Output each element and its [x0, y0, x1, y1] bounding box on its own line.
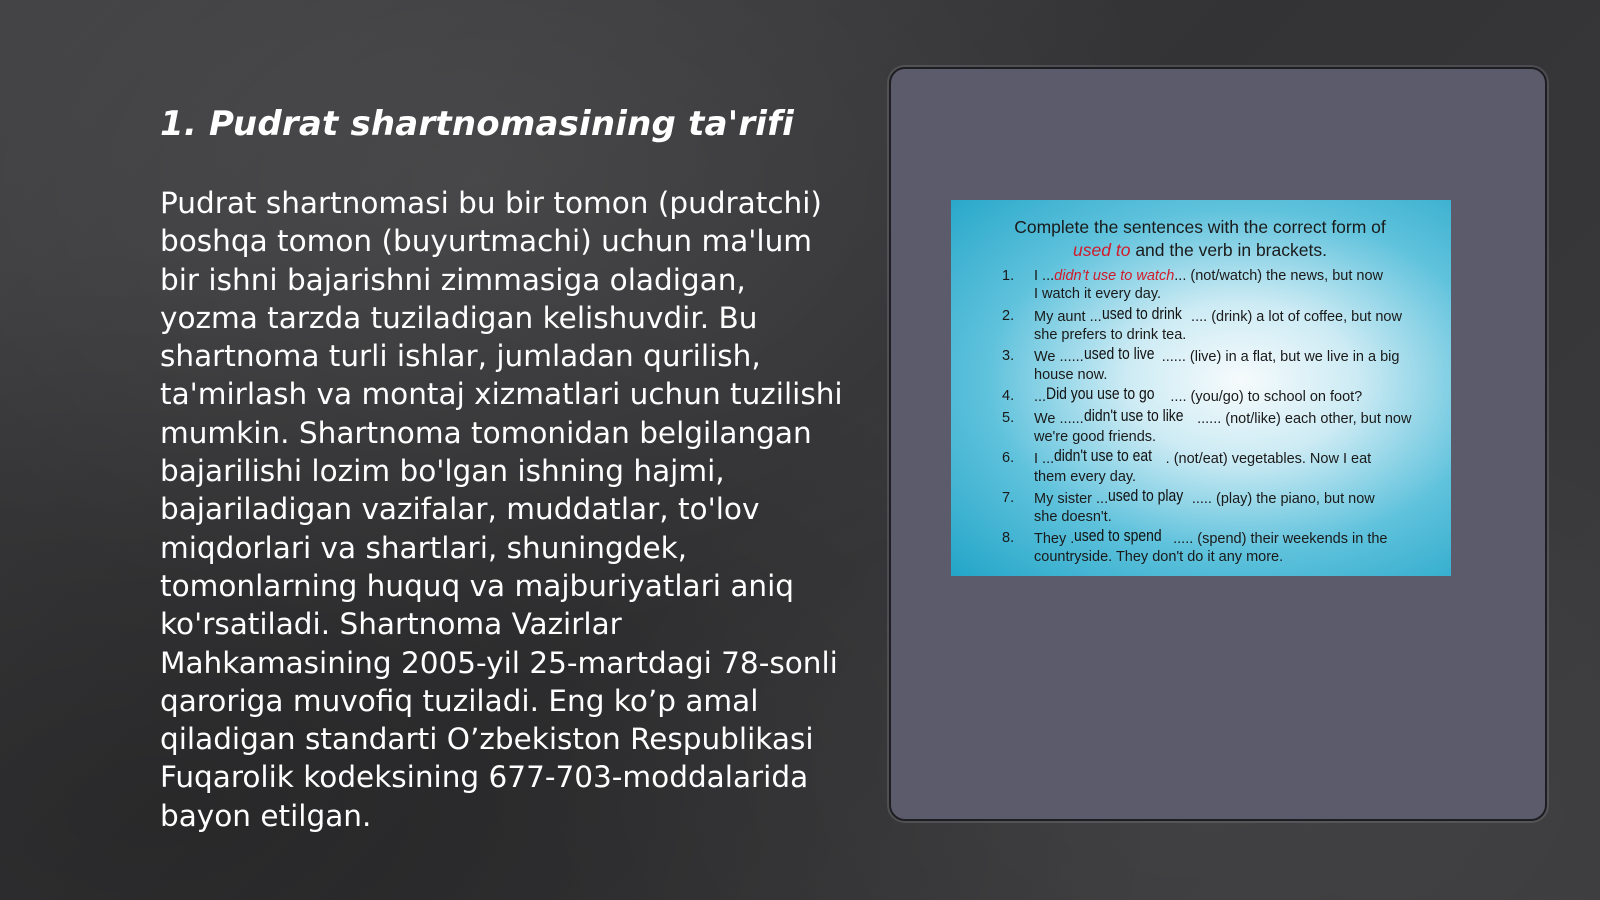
item-after: ...... (live) in a flat, but we live in a big — [1161, 349, 1400, 365]
worksheet-item-5 — [971, 409, 1429, 445]
item-line2: house now. — [1034, 367, 1108, 383]
item-line2: she prefers to drink tea. — [1034, 327, 1187, 343]
item-number: 6. — [1002, 450, 1015, 466]
worksheet-instruction — [971, 216, 1429, 262]
item-before: My sister ... — [1034, 491, 1109, 507]
item-line2: countryside. They don't do it any more. — [1034, 549, 1284, 565]
worksheet-item-7 — [971, 489, 1429, 525]
item-before: ... — [1034, 389, 1047, 405]
item-after: ..... (play) the piano, but now — [1191, 491, 1375, 507]
instruction-used-to: used to — [1073, 240, 1131, 260]
item-before: I ... — [1034, 268, 1055, 284]
item-number: 4. — [1002, 388, 1015, 404]
item-line2: she doesn't. — [1034, 509, 1112, 525]
item-before: My aunt ... — [1034, 309, 1102, 325]
item-after: ...... (not/like) each other, but now — [1197, 411, 1412, 427]
item-before: We ...... — [1034, 349, 1084, 365]
worksheet-image — [951, 200, 1451, 576]
item-number: 7. — [1002, 490, 1015, 506]
item-after: ... (not/watch) the news, but now — [1174, 268, 1384, 284]
item-number: 3. — [1002, 348, 1015, 364]
worksheet-item-8 — [971, 529, 1429, 565]
item-answer: Did you use to go — [1046, 387, 1155, 403]
instruction-line2: and the verb in brackets. — [1130, 240, 1327, 260]
item-after: .... (you/go) to school on foot? — [1170, 389, 1363, 405]
item-line2: I watch it every day. — [1034, 286, 1162, 302]
worksheet-item-4 — [971, 387, 1429, 405]
item-answer: used to play — [1108, 489, 1184, 505]
item-answer: didn't use to like — [1083, 409, 1184, 425]
item-answer: used to drink — [1101, 307, 1182, 323]
item-number: 5. — [1002, 410, 1015, 426]
item-answer: used to live — [1083, 347, 1155, 363]
item-answer: didn't use to eat — [1054, 449, 1153, 465]
item-after: ..... (spend) their weekends in the — [1173, 531, 1388, 547]
item-line2: we're good friends. — [1034, 429, 1157, 445]
worksheet-item-3 — [971, 347, 1429, 383]
item-before: They . — [1034, 531, 1075, 547]
worksheet-item-6 — [971, 449, 1429, 485]
worksheet-item-2 — [971, 307, 1429, 343]
slide-body-text: Pudrat shartnomasi bu bir tomon (pudratchi) boshqa tomon (buyurtmachi) uchun ma'lum bir ishni bajarishni zimmasiga oladigan, yozma tarzda tuziladigan kelishuvdir. Bu shartnoma turli ishlar, jumladan qurilish, ta'mirlash va montaj xizmatlari uchun tuzilishi mumkin. Shartnoma tomonidan belgilangan bajarilishi lozim bo'lgan ishning hajmi, bajariladigan vazifalar, muddatlar, to'lov miqdorlari va shartlari, shuningdek, tomonlarning huquq va majburiyatlari aniq ko'rsatiladi. Shartnoma Vazirlar Mahkamasining 2005-yil 25-martdagi 78-sonli qaroriga muvofiq tuziladi. Eng ko’p amal qiladigan standarti O’zbekiston Respublikasi Fuqarolik kodeksining 677-703-moddalarida bayon etilgan. — [160, 186, 843, 833]
worksheet-item-1 — [971, 267, 1429, 303]
item-number: 1. — [1002, 268, 1015, 284]
item-before: We ...... — [1034, 411, 1084, 427]
item-number: 8. — [1002, 530, 1015, 546]
item-answer: used to spend — [1074, 529, 1162, 545]
item-after: . (not/eat) vegetables. Now I eat — [1165, 451, 1372, 467]
item-after: .... (drink) a lot of coffee, but now — [1191, 309, 1402, 325]
item-line2: them every day. — [1034, 469, 1137, 485]
item-answer: didn’t use to watch — [1054, 268, 1175, 284]
item-before: I ... — [1034, 451, 1055, 467]
instruction-line1: Complete the sentences with the correct form of — [1014, 217, 1386, 237]
slide-title: 1. Pudrat shartnomasining ta'rifi — [160, 104, 795, 144]
item-number: 2. — [1002, 308, 1015, 324]
